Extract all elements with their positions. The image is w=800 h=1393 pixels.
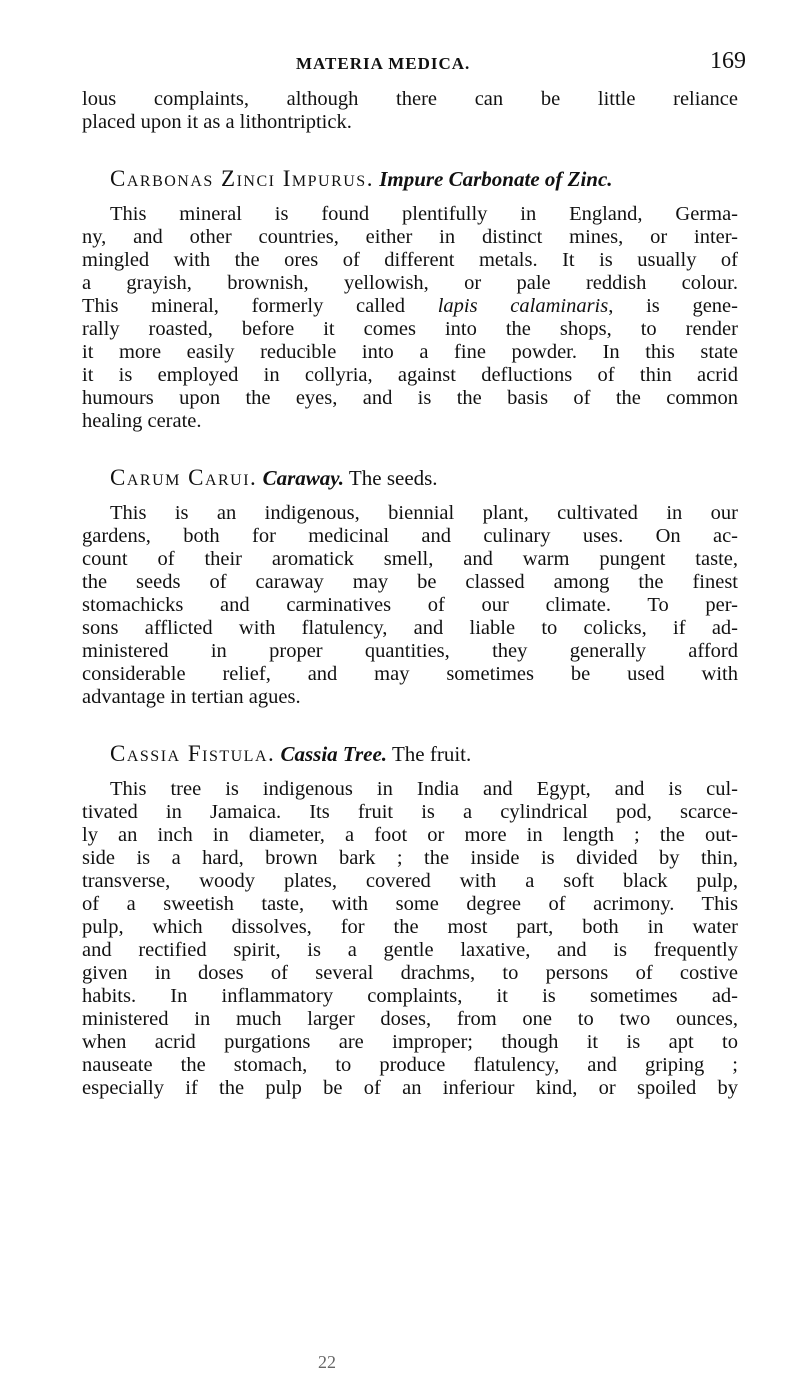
text-line: pulp, which dissolves, for the most part, both in water [82, 916, 738, 938]
text-line: sons afflicted with flatulency, and liable to colicks, if ad- [82, 617, 738, 639]
text-line: a grayish, brownish, yellowish, or pale reddish colour. [82, 272, 738, 294]
entry-english-name: Impure Carbonate of Zinc. [379, 167, 613, 191]
entry-heading-carbonas-zinci [110, 167, 738, 191]
text-line: placed upon it as a lithontriptick. [82, 111, 352, 133]
text-line: it is employed in collyria, against defluctions of thin acrid [82, 364, 738, 386]
text-line: humours upon the eyes, and is the basis of the common [82, 387, 738, 409]
entry-english-name: Cassia Tree. [280, 742, 388, 766]
text-line: stomachicks and carminatives of our climate. To per- [82, 594, 738, 616]
text-line: rally roasted, before it comes into the shops, to render [82, 318, 738, 340]
text-line: side is a hard, brown bark ; the inside is divided by thin, [82, 847, 738, 869]
italic-term: lapis calaminaris [437, 295, 609, 317]
text-line: considerable relief, and may sometimes be used with [82, 663, 738, 685]
text-line: habits. In inflammatory complaints, it is sometimes ad- [82, 985, 738, 1007]
text-line: count of their aromatick smell, and warm pungent taste, [82, 548, 738, 570]
entry-latin-name: Cassia Fistula. [110, 741, 276, 766]
text-line: ministered in proper quantities, they generally afford [82, 640, 738, 662]
running-head [296, 48, 746, 78]
text-line: lous complaints, although there can be little reliance [82, 88, 738, 110]
text-line: ly an inch in diameter, a foot or more in length ; the out- [82, 824, 738, 846]
entry-paragraph [82, 502, 738, 709]
continuation-paragraph [82, 88, 738, 134]
entry-english-name: Caraway. [262, 466, 345, 490]
entry-part-used: The fruit. [391, 742, 472, 766]
text-line: tivated in Jamaica. Its fruit is a cylindrical pod, scarce- [82, 801, 738, 823]
text-line: given in doses of several drachms, to persons of costive [82, 962, 738, 984]
text-line: This tree is indigenous in India and Egypt, and is cul- [110, 778, 738, 800]
text-line: nauseate the stomach, to produce flatulency, and griping ; [82, 1054, 738, 1076]
text-line: This mineral is found plentifully in England, Germa- [110, 203, 738, 225]
entry-heading-carum-carui [110, 466, 738, 490]
running-title: MATERIA MEDICA. [296, 54, 471, 73]
text-line: especially if the pulp be of an inferiour kind, or spoiled by [82, 1077, 738, 1099]
entry-paragraph [82, 203, 738, 433]
text-line: healing cerate. [82, 410, 202, 432]
text-line: transverse, woody plates, covered with a soft black pulp, [82, 870, 738, 892]
entry-heading-cassia-fistula [110, 742, 738, 766]
text-line: This is an indigenous, biennial plant, cultivated in our [110, 502, 738, 524]
text-line: gardens, both for medicinal and culinary uses. On ac- [82, 525, 738, 547]
text-line: mingled with the ores of different metals. It is usually of [82, 249, 738, 271]
text-line: the seeds of caraway may be classed among the finest [82, 571, 738, 593]
text-line: This mineral, formerly called lapis calaminaris, is gene- [82, 295, 738, 317]
text-line: of a sweetish taste, with some degree of acrimony. This [82, 893, 738, 915]
entry-part-used: The seeds. [348, 466, 438, 490]
text-line: it more easily reducible into a fine powder. In this state [82, 341, 738, 363]
entry-paragraph [82, 778, 738, 1100]
page-number: 169 [710, 48, 746, 74]
text-line: when acrid purgations are improper; though it is apt to [82, 1031, 738, 1053]
entry-latin-name: Carbonas Zinci Impurus. [110, 166, 374, 191]
text-line: advantage in tertian agues. [82, 686, 301, 708]
signature-mark: 22 [318, 1352, 336, 1372]
body-text [82, 88, 738, 1100]
text-line: and rectified spirit, is a gentle laxative, and is frequently [82, 939, 738, 961]
entry-latin-name: Carum Carui. [110, 465, 258, 490]
text-line: ministered in much larger doses, from one to two ounces, [82, 1008, 738, 1030]
text-line: ny, and other countries, either in distinct mines, or inter- [82, 226, 738, 248]
